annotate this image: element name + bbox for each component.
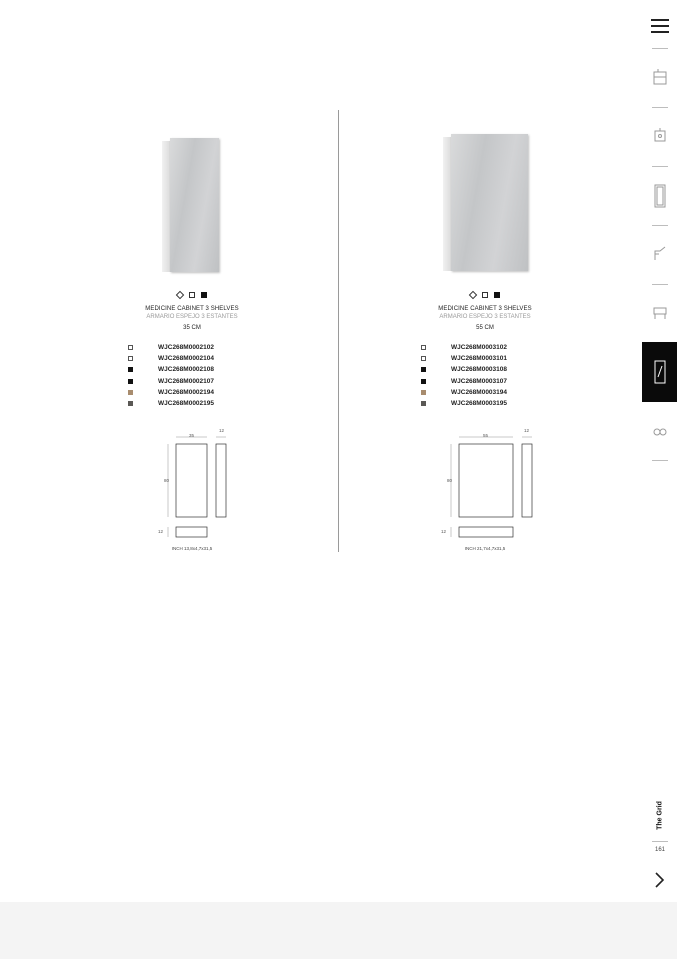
inch-dimensions: INCH 13,8x4,7x31,5 bbox=[171, 546, 213, 551]
product-code: WJC268M0002108 bbox=[158, 366, 215, 374]
depth-label: 12 bbox=[219, 428, 225, 433]
product-code: WJC268M0002195 bbox=[158, 399, 215, 407]
vanity-unit-icon[interactable] bbox=[652, 68, 668, 86]
cabinet-image bbox=[162, 138, 222, 274]
product-code: WJC268M0002194 bbox=[158, 388, 215, 396]
page-number: 161 bbox=[654, 847, 665, 853]
product-code: WJC268M0002107 bbox=[158, 377, 215, 385]
sidebar-divider bbox=[652, 48, 668, 49]
code-row bbox=[421, 388, 541, 399]
color-swatch bbox=[421, 345, 426, 350]
product-code: WJC268M0002102 bbox=[158, 344, 215, 351]
depth-label: 12 bbox=[524, 428, 530, 433]
dimension-drawing-svg bbox=[385, 428, 585, 548]
width-label: 55 bbox=[483, 433, 489, 438]
bottom-depth-label: 12 bbox=[441, 529, 447, 534]
color-swatch bbox=[128, 379, 133, 384]
code-row bbox=[128, 365, 248, 376]
sidebar-divider bbox=[652, 166, 668, 167]
bottom-depth-label: 12 bbox=[158, 529, 164, 534]
section-title: The Grid bbox=[656, 801, 664, 830]
sidebar-divider bbox=[652, 284, 668, 285]
code-list bbox=[128, 343, 248, 410]
sidebar-item-active[interactable] bbox=[642, 342, 677, 402]
code-row bbox=[421, 343, 541, 354]
mirror-feature-icon bbox=[176, 291, 184, 299]
product-subtitle: ARMARIO ESPEJO 3 ESTANTES bbox=[439, 314, 531, 320]
color-swatch bbox=[421, 401, 426, 406]
color-feature-icon bbox=[201, 292, 207, 298]
code-row bbox=[128, 343, 248, 354]
sidebar-divider bbox=[652, 225, 668, 226]
shelf-feature-icon bbox=[482, 292, 488, 298]
product-code: WJC268M0003194 bbox=[451, 388, 508, 396]
chevron-right-icon[interactable] bbox=[652, 871, 666, 889]
code-row bbox=[421, 399, 541, 410]
dimension-drawing bbox=[92, 428, 292, 558]
color-feature-icon bbox=[494, 292, 500, 298]
color-swatch bbox=[128, 390, 133, 395]
product-size: 55 CM bbox=[476, 325, 494, 331]
cabinet-image bbox=[443, 134, 531, 274]
product-code: WJC268M0003101 bbox=[451, 355, 508, 363]
color-swatch bbox=[128, 367, 133, 372]
mirror-icon[interactable] bbox=[652, 184, 668, 208]
dimension-drawing bbox=[385, 428, 585, 558]
color-swatch bbox=[421, 356, 426, 361]
column-divider bbox=[338, 110, 339, 552]
feature-icons bbox=[92, 292, 292, 300]
sidebar-divider bbox=[652, 107, 668, 108]
dimension-drawing-svg bbox=[92, 428, 292, 548]
color-swatch bbox=[421, 379, 426, 384]
color-swatch bbox=[128, 345, 133, 350]
code-row bbox=[421, 354, 541, 365]
infinity-icon[interactable] bbox=[652, 423, 668, 441]
color-swatch bbox=[421, 367, 426, 372]
color-swatch bbox=[128, 356, 133, 361]
width-label: 35 bbox=[189, 433, 195, 438]
product-code: WJC268M0002104 bbox=[158, 355, 215, 363]
faucet-icon[interactable] bbox=[652, 244, 668, 262]
code-row bbox=[128, 354, 248, 365]
sidebar-divider bbox=[652, 841, 668, 842]
product-code: WJC268M0003108 bbox=[451, 366, 508, 374]
product-title: MEDICINE CABINET 3 SHELVES bbox=[438, 306, 532, 312]
code-row bbox=[128, 388, 248, 399]
code-row bbox=[128, 377, 248, 388]
product-code: WJC268M0003102 bbox=[451, 344, 508, 351]
product-subtitle: ARMARIO ESPEJO 3 ESTANTES bbox=[146, 314, 238, 320]
height-label: 80 bbox=[164, 478, 170, 483]
product-code: WJC268M0003107 bbox=[451, 377, 508, 385]
code-row bbox=[421, 377, 541, 388]
bench-icon[interactable] bbox=[652, 303, 668, 321]
code-row bbox=[128, 399, 248, 410]
color-swatch bbox=[421, 390, 426, 395]
sidebar-divider bbox=[652, 460, 668, 461]
mirror-feature-icon bbox=[469, 291, 477, 299]
cabinet-icon bbox=[652, 360, 668, 384]
product-code: WJC268M0003195 bbox=[451, 399, 508, 407]
color-swatch bbox=[128, 401, 133, 406]
inch-dimensions: INCH 21,7x4,7x31,5 bbox=[464, 546, 506, 551]
height-label: 80 bbox=[447, 478, 453, 483]
product-title: MEDICINE CABINET 3 SHELVES bbox=[145, 306, 239, 312]
footer-bar bbox=[0, 902, 677, 959]
code-list bbox=[421, 343, 541, 410]
product-size: 35 CM bbox=[183, 325, 201, 331]
washbasin-icon[interactable] bbox=[652, 127, 668, 145]
feature-icons bbox=[385, 292, 585, 300]
menu-icon[interactable] bbox=[651, 19, 669, 33]
shelf-feature-icon bbox=[189, 292, 195, 298]
catalog-sidebar bbox=[642, 0, 677, 902]
code-row bbox=[421, 365, 541, 376]
